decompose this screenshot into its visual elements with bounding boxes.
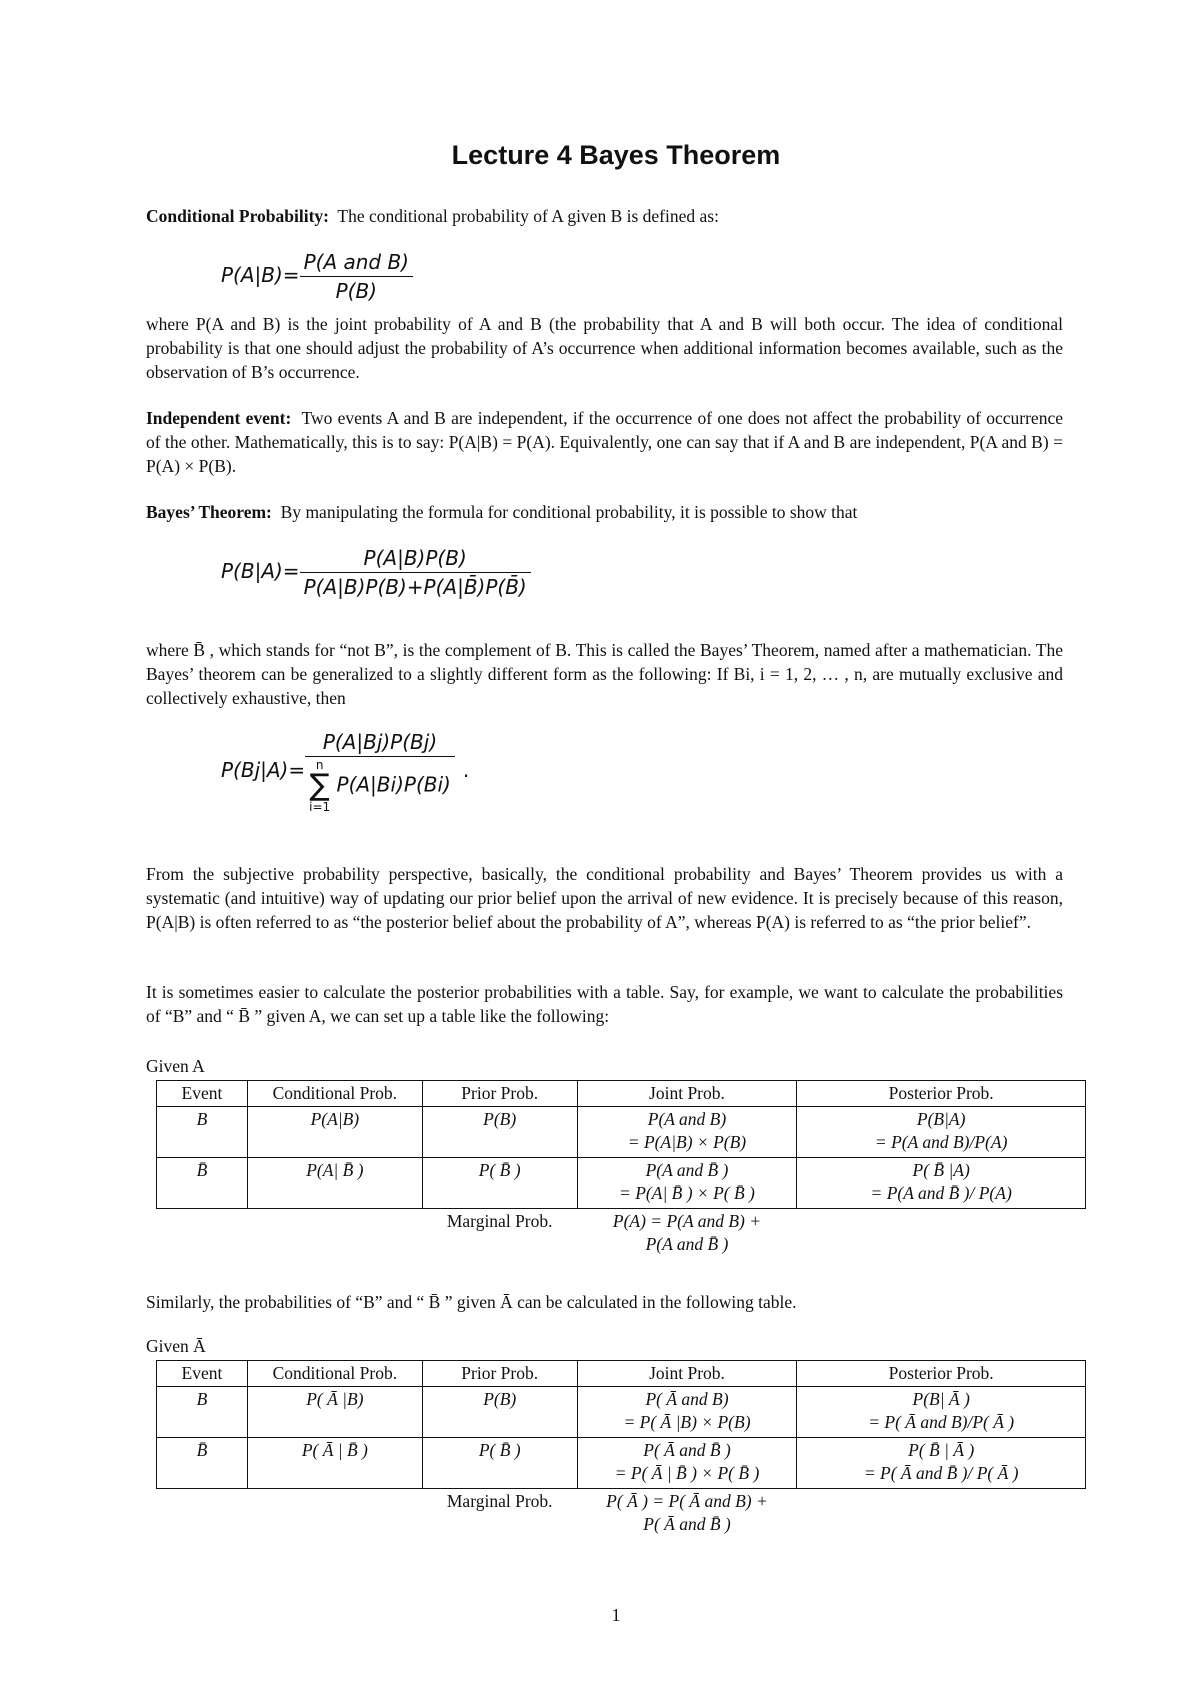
bayes-intro-text: By manipulating the formula for conditional probability, it is possible to show that <box>280 502 858 522</box>
summation-sign <box>309 759 330 813</box>
table-intro-paragraph <box>146 980 1063 1028</box>
conditional-explanation <box>146 312 1063 384</box>
table-cell: B̄ <box>157 1438 248 1489</box>
conditional-formula-denominator: P(B) <box>335 279 377 303</box>
column-header: Event <box>157 1361 248 1387</box>
conditional-formula-lhs: P(A|B)= <box>221 263 300 287</box>
table2 <box>156 1360 1086 1537</box>
summation-lower-limit: i=1 <box>309 800 331 814</box>
table-cell: P(B| Ā ) = P( Ā and B)/P( Ā ) <box>797 1387 1086 1438</box>
bayes-formula-denominator: P(A|B)P(B)+P(A|B̄)P(B̄) <box>303 575 527 599</box>
table-header-row <box>157 1361 1086 1387</box>
table-cell: P( Ā | B̄ ) <box>247 1438 422 1489</box>
column-header: Joint Prob. <box>577 1361 797 1387</box>
marginal-value: P( Ā ) = P( Ā and B) + P( Ā and B̄ ) <box>606 1491 768 1534</box>
empty-cell <box>157 1489 248 1538</box>
table-intro-text: It is sometimes easier to calculate the posterior probabilities with a table. Say, for example, we want to calculate the probabilities of “B” and “ B̄ ” given A, we can set up a table like the following: <box>146 982 1063 1026</box>
empty-cell <box>797 1209 1086 1258</box>
empty-cell <box>247 1209 422 1258</box>
table-cell: P( Ā and B) = P( Ā |B) × P(B) <box>577 1387 797 1438</box>
similarly-paragraph <box>146 1290 1063 1314</box>
table-cell: P(A|B) <box>247 1107 422 1158</box>
subjective-perspective-paragraph <box>146 862 1063 934</box>
formula-period: . <box>462 758 470 782</box>
table-row <box>157 1438 1086 1489</box>
table-cell: B <box>157 1107 248 1158</box>
conditional-formula <box>221 250 413 303</box>
bayes-formula-numerator: P(A|B)P(B) <box>300 546 531 573</box>
empty-cell <box>247 1489 422 1538</box>
conditional-formula-numerator: P(A and B) <box>300 250 413 277</box>
marginal-row <box>157 1489 1086 1538</box>
summation-upper-limit: n <box>315 758 324 772</box>
table1-caption: Given A <box>146 1056 205 1076</box>
page-number: 1 <box>611 1605 621 1625</box>
table-cell: P(A| B̄ ) <box>247 1158 422 1209</box>
table-cell: P( B̄ ) <box>422 1438 577 1489</box>
empty-cell <box>157 1209 248 1258</box>
generalized-formula-lhs: P(Bj|A)= <box>221 758 306 782</box>
generalized-formula-denominator <box>305 757 455 813</box>
summation-sigma: ∑ <box>309 768 330 803</box>
table-row <box>157 1158 1086 1209</box>
table-row <box>157 1387 1086 1438</box>
table-cell: P(B) <box>422 1107 577 1158</box>
column-header: Conditional Prob. <box>247 1081 422 1107</box>
conditional-explanation-text: where P(A and B) is the joint probability of A and B (the probability that A and B will both occur. The idea of conditional probability is that one should adjust the probability of A’s occurrence when additional information becomes available, such as the observation of B’s occurrence. <box>146 314 1063 382</box>
independent-text: Two events A and B are independent, if the occurrence of one does not affect the probability of occurrence of the other. Mathematically, this is to say: P(A|B) = P(A). Equivalently, one can say that if A and B are independent, P(A and B) = P(A) × P(B). <box>146 408 1063 476</box>
marginal-value: P(A) = P(A and B) + P(A and B̄ ) <box>612 1211 762 1254</box>
table-cell: P( B̄ |A) = P(A and B̄ )/ P(A) <box>797 1158 1086 1209</box>
similarly-text: Similarly, the probabilities of “B” and “ B̄ ” given Ā can be calculated in the following table. <box>146 1292 797 1312</box>
independent-heading: Independent event: <box>146 408 292 428</box>
conditional-intro-text: The conditional probability of A given B is defined as: <box>337 206 719 226</box>
generalized-formula-denominator-text: P(A|Bi)P(Bi) <box>336 772 451 797</box>
table-cell: P(A and B̄ ) = P(A| B̄ ) × P( B̄ ) <box>577 1158 797 1209</box>
bayes-heading: Bayes’ Theorem: <box>146 502 272 522</box>
column-header: Prior Prob. <box>422 1081 577 1107</box>
generalized-formula-numerator: P(A|Bj)P(Bj) <box>305 730 455 757</box>
bayes-formula <box>221 546 531 599</box>
table-cell: P(B) <box>422 1387 577 1438</box>
page-title: Lecture 4 Bayes Theorem <box>451 140 781 170</box>
table-header-row <box>157 1081 1086 1107</box>
column-header: Conditional Prob. <box>247 1361 422 1387</box>
column-header: Event <box>157 1081 248 1107</box>
marginal-label: Marginal Prob. <box>446 1491 553 1511</box>
table-cell: P(A and B) = P(A|B) × P(B) <box>577 1107 797 1158</box>
table1 <box>156 1080 1086 1257</box>
table2-caption: Given Ā <box>146 1336 206 1356</box>
generalized-bayes-formula <box>221 730 469 813</box>
independent-event-section <box>146 406 1063 478</box>
bayes-explanation <box>146 638 1063 710</box>
bayes-explanation-text: where B̄ , which stands for “not B”, is the complement of B. This is called the Bayes’ Theorem, named after a mathematician. The Bayes’ theorem can be generalized to a slightly different form as the following: If Bi, i = 1, 2, … , n, are mutually exclusive and collectively exhaustive, then <box>146 640 1063 708</box>
column-header: Posterior Prob. <box>797 1361 1086 1387</box>
table-cell: P(B|A) = P(A and B)/P(A) <box>797 1107 1086 1158</box>
table-cell: P( B̄ ) <box>422 1158 577 1209</box>
column-header: Posterior Prob. <box>797 1081 1086 1107</box>
conditional-heading: Conditional Probability: <box>146 206 329 226</box>
table-cell: P( Ā and B̄ ) = P( Ā | B̄ ) × P( B̄ ) <box>577 1438 797 1489</box>
column-header: Prior Prob. <box>422 1361 577 1387</box>
empty-cell <box>797 1489 1086 1538</box>
table-cell: B <box>157 1387 248 1438</box>
table-cell: P( Ā |B) <box>247 1387 422 1438</box>
marginal-row <box>157 1209 1086 1258</box>
conditional-probability-intro <box>146 204 1063 228</box>
table-cell: P( B̄ | Ā ) = P( Ā and B̄ )/ P( Ā ) <box>797 1438 1086 1489</box>
bayes-formula-lhs: P(B|A)= <box>221 559 300 583</box>
column-header: Joint Prob. <box>577 1081 797 1107</box>
bayes-intro <box>146 500 1063 524</box>
subjective-text: From the subjective probability perspective, basically, the conditional probability and Bayes’ Theorem provides us with a systematic (and intuitive) way of updating our prior belief upon the arrival of new evidence. It is precisely because of this reason, P(A|B) is often referred to as “the posterior belief about the probability of A”, whereas P(A) is referred to as “the prior belief”. <box>146 864 1063 932</box>
table-row <box>157 1107 1086 1158</box>
marginal-label: Marginal Prob. <box>446 1211 553 1231</box>
table-cell: B̄ <box>157 1158 248 1209</box>
